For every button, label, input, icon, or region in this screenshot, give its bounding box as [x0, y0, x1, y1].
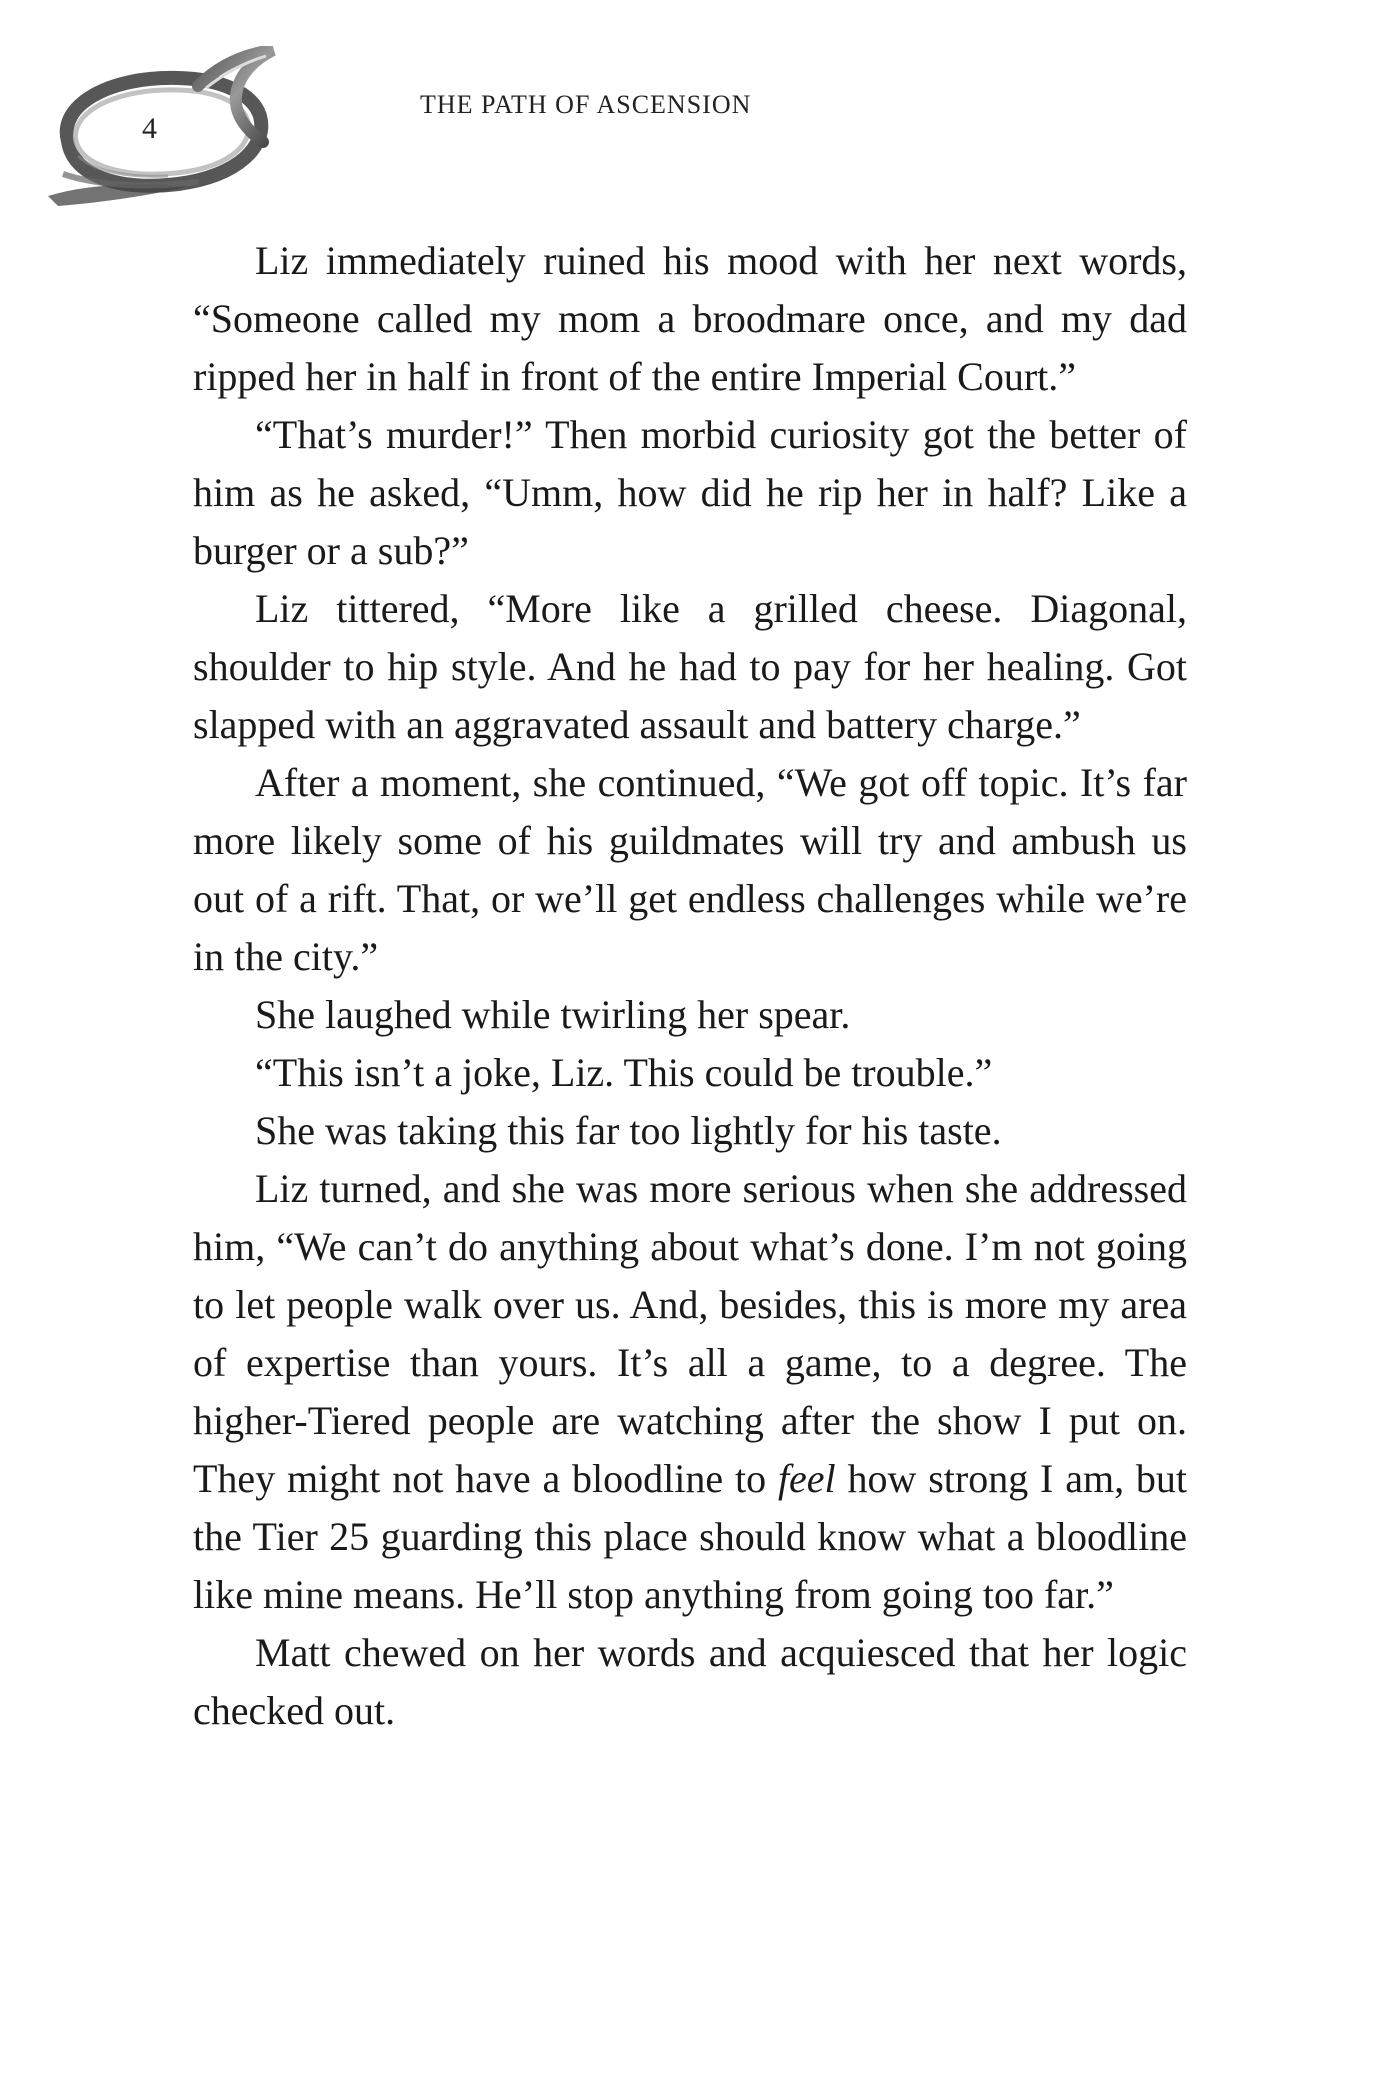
- body-text: [193, 232, 1187, 1740]
- paragraph: Matt chewed on her words and acquiesced that her logic checked out.: [193, 1630, 1187, 1733]
- paragraph-text: Liz turned, and she was more serious when she addressed him, “We can’t do anything about what’s done. I’m not going to let people walk over us. And, besides, this is more my area of expertise than yours. It’s all a game, to a degree. The higher-Tiered people are watching after the show I put on. They might not have a bloodline to: [193, 1166, 1187, 1501]
- brushstroke-ring-icon: [48, 46, 288, 216]
- paragraph: She laughed while twirling her spear.: [255, 992, 851, 1037]
- emphasis-text: feel: [777, 1456, 836, 1501]
- running-title: THE PATH OF ASCENSION: [420, 90, 752, 119]
- paragraph: [193, 1160, 1187, 1624]
- paragraph-text: how strong I am, but the Tier 25 guarding this place should know what a bloodline like mine means. He’ll stop anything from going too far.”: [193, 1456, 1188, 1617]
- paragraph: Liz immediately ruined his mood with her next words, “Someone called my mom a broodmare once, and my dad ripped her in half in front of the entire Imperial Court.”: [193, 238, 1187, 399]
- paragraph: “That’s murder!” Then morbid curiosity got the better of him as he asked, “Umm, how did he rip her in half? Like a burger or a sub?”: [193, 412, 1187, 573]
- paragraph: She was taking this far too lightly for his taste.: [255, 1108, 1002, 1153]
- paragraph: “This isn’t a joke, Liz. This could be trouble.”: [255, 1050, 993, 1095]
- paragraph: After a moment, she continued, “We got off topic. It’s far more likely some of his guildmates will try and ambush us out of a rift. That, or we’ll get endless challenges while we’re in the city.”: [193, 760, 1187, 979]
- page-number: 4: [142, 112, 157, 145]
- paragraph: Liz tittered, “More like a grilled cheese. Diagonal, shoulder to hip style. And he had to pay for her healing. Got slapped with an aggravated assault and battery charge.”: [193, 586, 1187, 747]
